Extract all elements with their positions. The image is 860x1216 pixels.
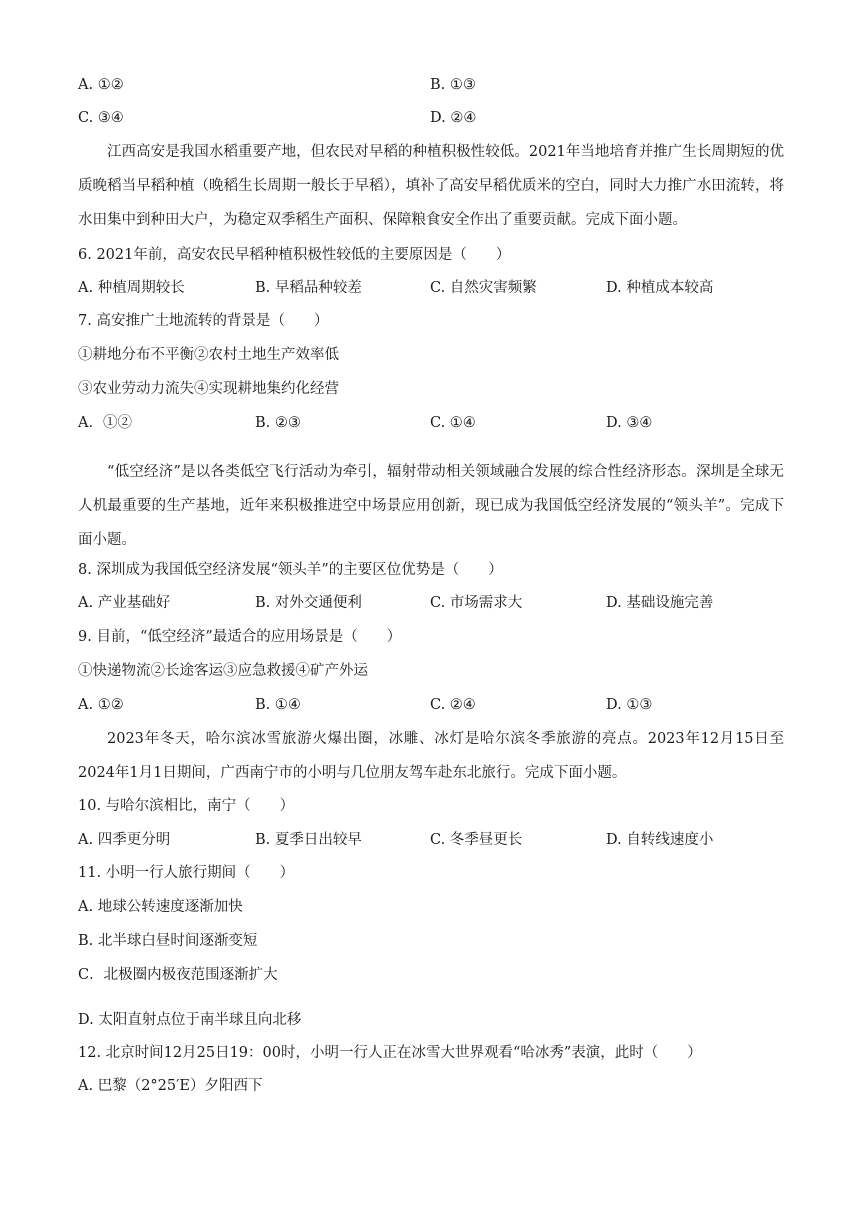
q11-option-d: D. 太阳直射点位于南半球且向北移 xyxy=(78,1012,302,1028)
q11-option-b: B. 北半球白昼时间逐渐变短 xyxy=(78,933,258,949)
passage-low-altitude-economy: “低空经济”是以各类低空飞行活动为牵引，辐射带动相关领域融合发展的综合性经济形态。深圳是全球无人机最重要的生产基地，近年来积极推进空中场景应用创新，现已成为我国低空经济发展的“领头羊”。完成下面小题。 xyxy=(78,464,784,548)
q5-option-a: A. ①② xyxy=(78,77,124,93)
q5-option-b: B. ①③ xyxy=(430,77,476,93)
q7-option-d: D. ③④ xyxy=(606,415,653,431)
q9-option-d: D. ①③ xyxy=(606,697,653,713)
passage-harbin-tourism: 2023年冬天，哈尔滨冰雪旅游火爆出圈，冰雕、冰灯是哈尔滨冬季旅游的亮点。2023年12月15日至2024年1月1日期间，广西南宁市的小明与几位朋友驾车赴东北旅行。完成下面小题。 xyxy=(78,731,784,781)
q7-option-c: C. ①④ xyxy=(430,415,476,431)
q8-option-b: B. 对外交通便利 xyxy=(255,595,362,611)
q9-option-a: A. ①② xyxy=(78,697,124,713)
q12-stem: 12. 北京时间12月25日19：00时，小明一行人正在冰雪大世界观看“哈冰秀”表演，此时（ ） xyxy=(78,1045,702,1061)
q10-option-c: C. 冬季昼更长 xyxy=(430,832,523,848)
q9-option-c: C. ②④ xyxy=(430,697,476,713)
q10-option-b: B. 夏季日出较早 xyxy=(255,832,362,848)
q8-option-c: C. 市场需求大 xyxy=(430,595,523,611)
q7-option-a: A．①② xyxy=(78,415,132,431)
q10-stem: 10. 与哈尔滨相比，南宁（ ） xyxy=(78,798,295,814)
q11-option-c: C．北极圈内极夜范围逐渐扩大 xyxy=(78,967,278,983)
q6-option-b: B. 早稻品种较差 xyxy=(255,280,362,296)
q5-option-d: D. ②④ xyxy=(430,110,477,126)
q9-stem: 9. 目前，“低空经济”最适合的应用场景是（ ） xyxy=(78,629,402,645)
q8-stem: 8. 深圳成为我国低空经济发展“领头羊”的主要区位优势是（ ） xyxy=(78,562,503,578)
q7-option-b: B. ②③ xyxy=(255,415,301,431)
q8-option-d: D. 基础设施完善 xyxy=(606,595,714,611)
q6-option-c: C. 自然灾害频繁 xyxy=(430,280,537,296)
q6-option-d: D. 种植成本较高 xyxy=(606,280,714,296)
q11-option-a: A. 地球公转速度逐渐加快 xyxy=(78,899,243,915)
q6-stem: 6. 2021年前，高安农民早稻种植积极性较低的主要原因是（ ） xyxy=(78,247,511,263)
q7-stem: 7. 高安推广土地流转的背景是（ ） xyxy=(78,313,329,329)
q8-option-a: A. 产业基础好 xyxy=(78,595,171,611)
q6-option-a: A. 种植周期较长 xyxy=(78,280,185,296)
q11-stem: 11. 小明一行人旅行期间（ ） xyxy=(78,865,295,881)
q10-option-a: A. 四季更分明 xyxy=(78,832,171,848)
q10-option-d: D. 自转线速度小 xyxy=(606,832,714,848)
q12-option-a: A. 巴黎（2°25′E）夕阳西下 xyxy=(78,1078,263,1094)
q5-option-c: C. ③④ xyxy=(78,110,124,126)
q7-items-line2: ③农业劳动力流失④实现耕地集约化经营 xyxy=(78,381,339,397)
q9-option-b: B. ①④ xyxy=(255,697,301,713)
q7-items-line1: ①耕地分布不平衡②农村土地生产效率低 xyxy=(78,347,339,363)
q9-items: ①快递物流②长途客运③应急救援④矿产外运 xyxy=(78,663,368,679)
passage-gaoan-rice: 江西高安是我国水稻重要产地，但农民对早稻的种植积极性较低。2021年当地培育并推广生长周期短的优质晚稻当早稻种植（晚稻生长周期一般长于早稻），填补了高安早稻优质米的空白，同时大力推广水田流转，将水田集中到种田大户，为稳定双季稻生产面积、保障粮食安全作出了重要贡献。完成下面小题。 xyxy=(78,144,784,228)
